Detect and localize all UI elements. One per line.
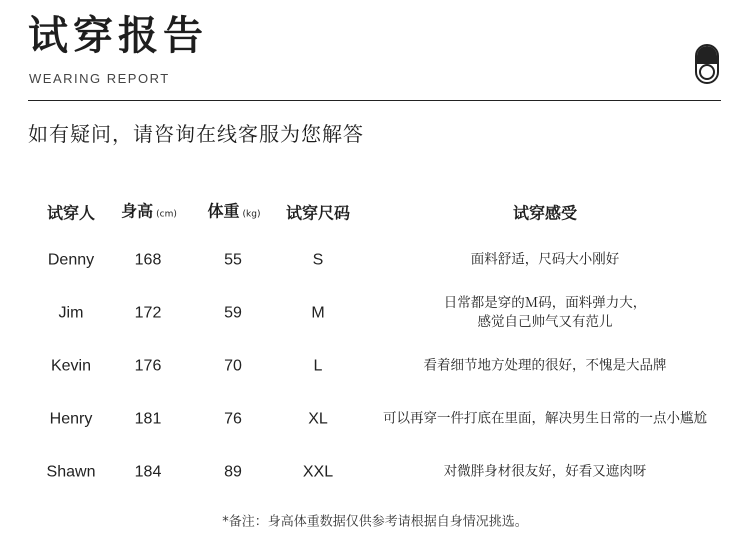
toggle-icon — [695, 44, 719, 84]
size-value: XXL — [302, 463, 334, 481]
tester-name: Henry — [49, 410, 93, 428]
tester-name: Kevin — [50, 357, 92, 375]
header-weight: 体重 (kg) — [207, 201, 261, 221]
header-feedback: 试穿感受 — [512, 203, 578, 223]
size-value: M — [311, 304, 325, 322]
weight-value: 55 — [224, 251, 242, 269]
weight-value: 89 — [224, 463, 242, 481]
feedback-text — [424, 357, 667, 376]
feedback-line: 对微胖身材很友好，好看又遮肉呀 — [443, 463, 647, 480]
feedback-line: 感觉自己帅气又有范儿 — [477, 314, 613, 330]
feedback-text — [444, 294, 647, 332]
size-value: L — [313, 357, 323, 375]
feedback-line: 可以再穿一件打底在里面，解决男生日常的一点小尴尬 — [383, 410, 707, 427]
height-value: 184 — [134, 463, 162, 481]
size-value: XL — [308, 410, 328, 428]
header-height: 身高 (cm) — [121, 201, 177, 221]
page-title: 试穿报告 — [28, 13, 208, 59]
size-value: S — [312, 251, 324, 269]
footnote: *备注：身高体重数据仅供参考请根据自身情况挑选。 — [222, 514, 528, 530]
feedback-text — [471, 251, 620, 270]
feedback-text — [383, 410, 707, 429]
height-value: 181 — [134, 410, 162, 428]
weight-value: 70 — [224, 357, 242, 375]
weight-value: 76 — [224, 410, 242, 428]
page-subtitle: WEARING REPORT — [29, 71, 170, 86]
weight-value: 59 — [224, 304, 242, 322]
height-value: 176 — [134, 357, 162, 375]
header-size: 试穿尺码 — [285, 203, 351, 223]
tester-name: Shawn — [46, 463, 96, 481]
tester-name: Jim — [58, 304, 84, 322]
tester-name: Denny — [47, 251, 95, 269]
header-tester: 试穿人 — [46, 203, 96, 223]
feedback-line: 看着细节地方处理的很好，不愧是大品牌 — [423, 357, 667, 374]
height-value: 168 — [134, 251, 162, 269]
feedback-line: 日常都是穿的Ｍ码，面料弹力大， — [443, 295, 647, 311]
height-value: 172 — [134, 304, 162, 322]
header-divider — [28, 100, 721, 101]
feedback-text — [444, 463, 647, 482]
support-notice: 如有疑问，请咨询在线客服为您解答 — [28, 122, 364, 146]
feedback-line: 面料舒适，尺码大小刚好 — [470, 251, 620, 268]
